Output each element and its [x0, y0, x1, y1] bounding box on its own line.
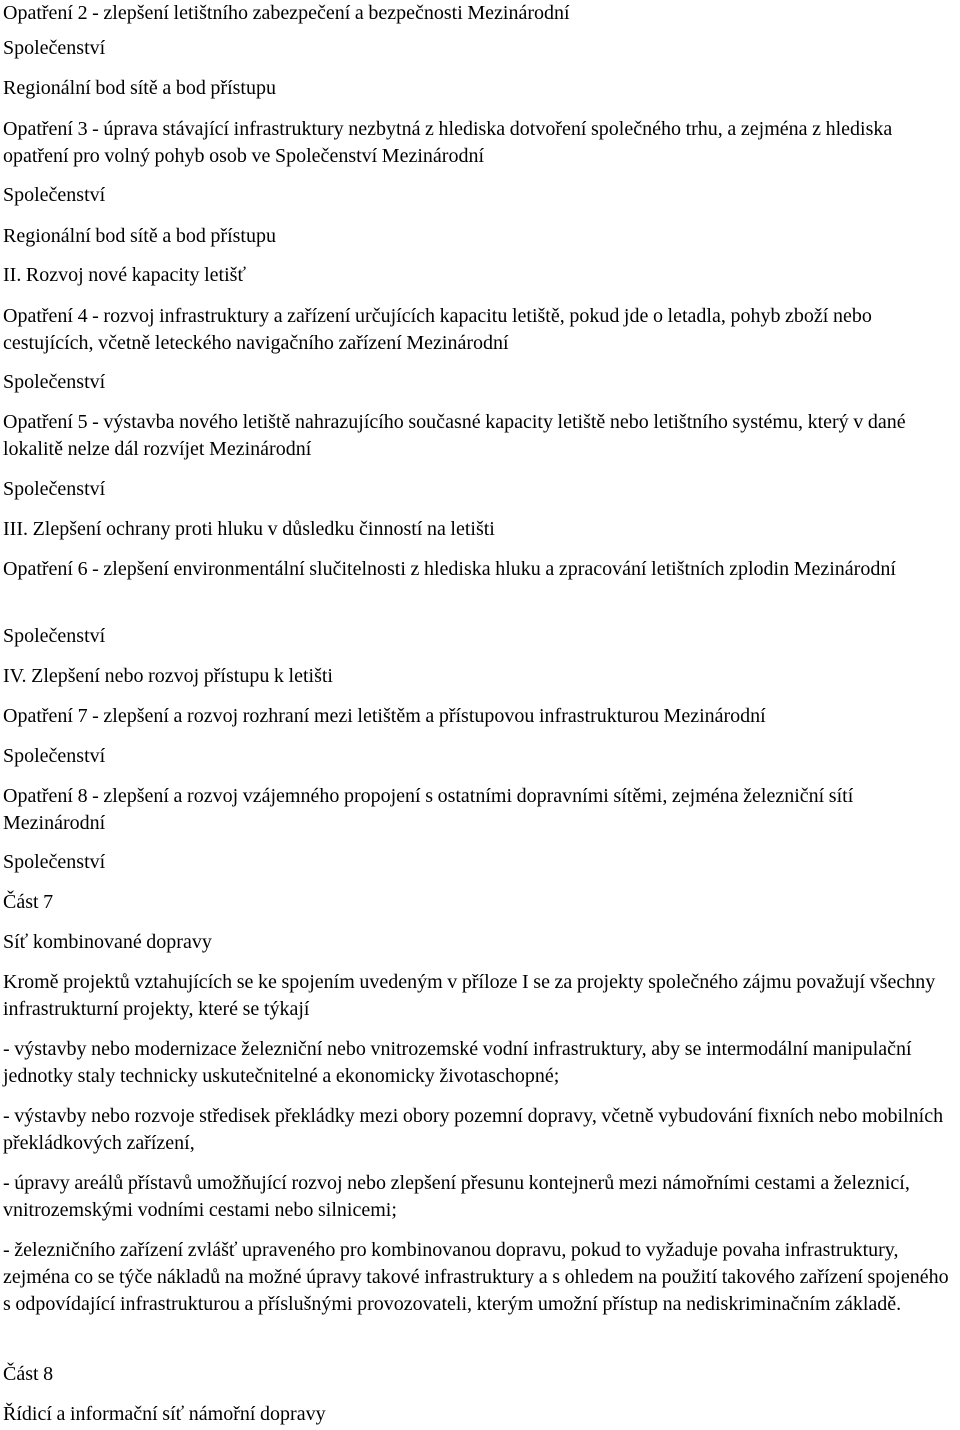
bullet-waterway: - výstavby nebo modernizace železniční nebo vnitrozemské vodní infrastruktury, aby se intermodální manipulační jednotky staly technicky uskutečnitelné a ekonomicky životaschopné; — [3, 1038, 912, 1087]
section-ii-heading: II. Rozvoj nové kapacity letišť — [3, 264, 246, 286]
part-8-heading: Část 8 — [3, 1363, 54, 1385]
part-7-heading: Část 7 — [3, 891, 54, 913]
part-8-title: Řídicí a informační síť námořní dopravy — [3, 1403, 326, 1425]
community-label: Společenství — [3, 371, 106, 393]
community-label: Společenství — [3, 184, 106, 206]
regional-node-label: Regionální bod sítě a bod přístupu — [3, 225, 276, 247]
section-iv-heading: IV. Zlepšení nebo rozvoj přístupu k letišti — [3, 665, 333, 687]
community-label: Společenství — [3, 851, 106, 873]
community-label: Společenství — [3, 625, 106, 647]
community-label: Společenství — [3, 37, 106, 59]
regional-node-label: Regionální bod sítě a bod přístupu — [3, 77, 276, 99]
measure-2-heading: Opatření 2 - zlepšení letištního zabezpečení a bezpečnosti Mezinárodní — [3, 2, 570, 24]
part-7-title: Síť kombinované dopravy — [3, 931, 212, 953]
measure-6-heading: Opatření 6 - zlepšení environmentální slučitelnosti z hlediska hluku a zpracování letištních zplodin Mezinárodní — [3, 558, 896, 580]
community-label: Společenství — [3, 478, 106, 500]
measure-8-heading: Opatření 8 - zlepšení a rozvoj vzájemného propojení s ostatními dopravními sítěmi, zejména železniční sítí Mezinárodní — [3, 785, 854, 834]
section-iii-heading: III. Zlepšení ochrany proti hluku v důsledku činností na letišti — [3, 518, 495, 540]
bullet-ports: - úpravy areálů přístavů umožňující rozvoj nebo zlepšení přesunu kontejnerů mezi námořními cestami a železnicí, vnitrozemskými vodními cestami nebo silnicemi; — [3, 1172, 910, 1221]
community-label: Společenství — [3, 745, 106, 767]
measure-5-heading: Opatření 5 - výstavba nového letiště nahrazujícího současné kapacity letiště nebo letištního systému, který v dané lokalitě nelze dál rozvíjet Mezinárodní — [3, 411, 906, 460]
intro-paragraph: Kromě projektů vztahujících se ke spojením uvedeným v příloze I se za projekty společného zájmu považují všechny infrastrukturní projekty, které se týkají — [3, 971, 936, 1020]
measure-3-heading: Opatření 3 - úprava stávající infrastruktury nezbytná z hlediska dotvoření společného trhu, a zejména z hlediska opatření pro volný pohyb osob ve Společenství Mezinárodní — [3, 118, 893, 167]
bullet-transshipment: - výstavby nebo rozvoje středisek překládky mezi obory pozemní dopravy, včetně vybudování fixních nebo mobilních překládkových zařízení, — [3, 1105, 944, 1154]
measure-4-heading: Opatření 4 - rozvoj infrastruktury a zařízení určujících kapacitu letiště, pokud jde o letadla, pohyb zboží nebo cestujících, včetně leteckého navigačního zařízení Mezinárodní — [3, 305, 872, 354]
measure-7-heading: Opatření 7 - zlepšení a rozvoj rozhraní mezi letištěm a přístupovou infrastrukturou Mezinárodní — [3, 705, 766, 727]
bullet-rail-equipment: - železničního zařízení zvlášť upraveného pro kombinovanou dopravu, pokud to vyžaduje povaha infrastruktury, zejména co se týče nákladů na možné úpravy takové infrastruktury a s ohledem na použití takového zařízení spojeného s odpovídající infrastrukturou a příslušnými provozovateli, kterým umožní přístup na nediskriminačním základě. — [3, 1239, 949, 1315]
